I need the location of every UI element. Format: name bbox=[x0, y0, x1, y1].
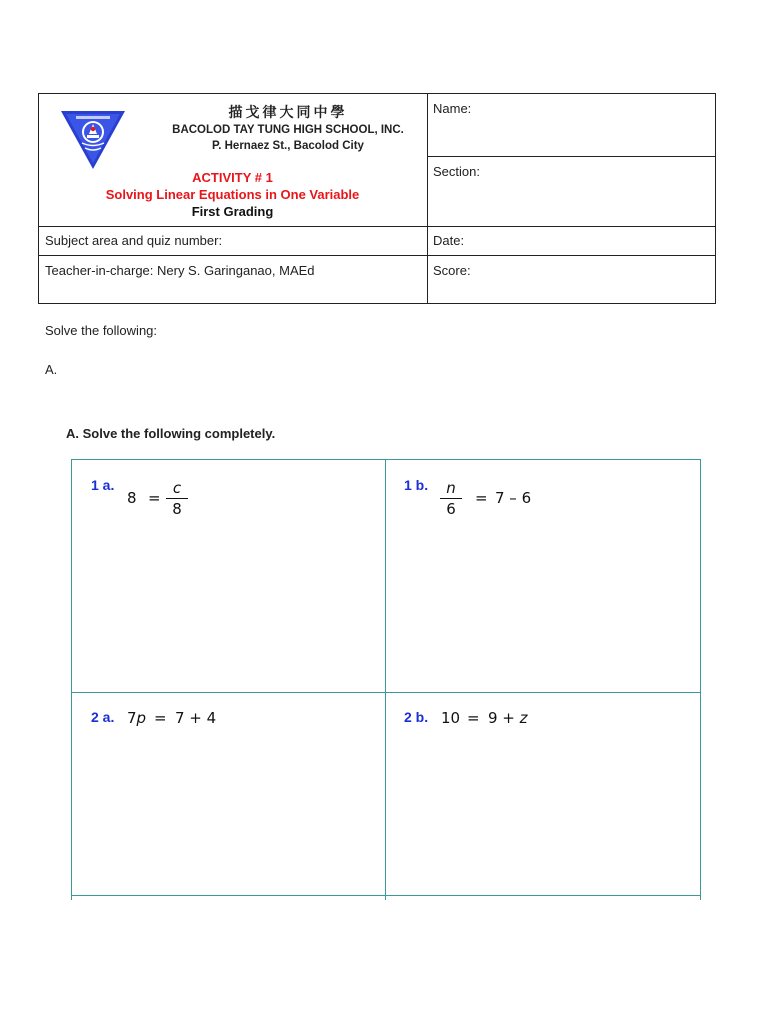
problem-2a-lhs bbox=[127, 709, 146, 727]
grid-border-right bbox=[700, 459, 701, 900]
header-table bbox=[38, 93, 716, 304]
activity-subject: Solving Linear Equations in One Variable bbox=[105, 187, 360, 202]
grid-divider-vertical bbox=[385, 459, 386, 900]
problem-1b-number: 1 b. bbox=[404, 477, 429, 493]
grid-divider-middle bbox=[71, 692, 701, 693]
grading-period: First Grading bbox=[191, 204, 274, 219]
problem-1a-fraction bbox=[166, 479, 188, 518]
part-title: A. Solve the following completely. bbox=[66, 426, 276, 441]
problem-1a-denominator: 8 bbox=[172, 500, 182, 518]
problem-2a-equals: = bbox=[154, 709, 167, 727]
problem-1a-numerator: c bbox=[172, 479, 182, 497]
problem-1b-denominator: 6 bbox=[446, 500, 456, 518]
table-border-right bbox=[715, 93, 716, 304]
table-border-bottom bbox=[38, 303, 716, 304]
activity-title: ACTIVITY # 1 bbox=[192, 170, 273, 185]
grid-border-left bbox=[71, 459, 72, 900]
problem-grid bbox=[71, 459, 701, 900]
school-chinese-name: 描戈律大同中學 bbox=[228, 105, 348, 121]
score-field-label: Score: bbox=[433, 263, 471, 278]
date-field-label: Date: bbox=[433, 233, 465, 248]
teacher-field-label: Teacher-in-charge: Nery S. Garinganao, MAEd bbox=[45, 263, 315, 278]
instructions-text: Solve the following: bbox=[45, 323, 158, 338]
problem-1b-equals: = bbox=[475, 489, 488, 507]
problem-2b-equals: = bbox=[467, 709, 480, 727]
problem-2b-constant: 9 + bbox=[488, 709, 520, 727]
problem-2b-number: 2 b. bbox=[404, 709, 429, 725]
grid-border-bottom bbox=[71, 895, 701, 896]
problem-1b-numerator: n bbox=[446, 479, 456, 497]
problem-1b-rhs: 7 – 6 bbox=[495, 489, 532, 507]
school-name: BACOLOD TAY TUNG HIGH SCHOOL, INC. bbox=[172, 124, 404, 136]
problem-2b-rhs bbox=[488, 709, 528, 727]
problem-2a-variable: p bbox=[136, 709, 147, 727]
school-block bbox=[38, 93, 427, 227]
problem-2a-coefficient: 7 bbox=[127, 709, 137, 727]
school-seal-logo-icon bbox=[60, 110, 126, 170]
problem-2b-lhs: 10 bbox=[441, 709, 461, 727]
subject-field-label: Subject area and quiz number: bbox=[45, 233, 223, 248]
table-divider-subject bbox=[38, 255, 716, 256]
problem-2a-number: 2 a. bbox=[91, 709, 115, 725]
table-divider-name bbox=[427, 156, 716, 157]
fraction-bar bbox=[440, 498, 462, 499]
problem-2b-variable: z bbox=[519, 709, 528, 727]
problem-1a-lhs: 8 bbox=[127, 489, 137, 507]
fraction-bar bbox=[166, 498, 188, 499]
problem-1b-fraction bbox=[440, 479, 462, 518]
part-label: A. bbox=[45, 362, 58, 377]
problem-2a-rhs: 7 + 4 bbox=[175, 709, 217, 727]
problem-1a-number: 1 a. bbox=[91, 477, 115, 493]
name-field-label: Name: bbox=[433, 101, 472, 116]
school-address: P. Hernaez St., Bacolod City bbox=[212, 140, 364, 152]
grid-border-top bbox=[71, 459, 701, 460]
section-field-label: Section: bbox=[433, 164, 480, 179]
problem-1a-equals: = bbox=[148, 489, 161, 507]
